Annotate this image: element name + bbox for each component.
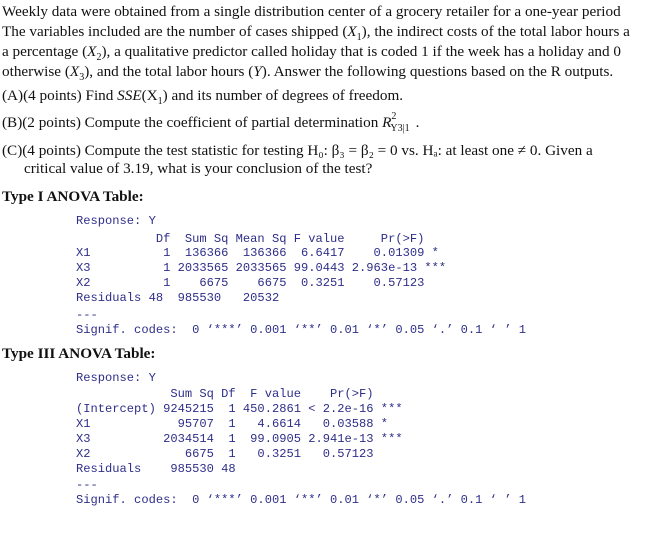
question-c-line-2: critical value of 3.19, what is your conclusion of the test? xyxy=(24,160,373,177)
intro-line-1: Weekly data were obtained from a single distribution center of a grocery retailer for a one-year period xyxy=(2,3,621,20)
type3-signif-codes: Signif. codes: 0 ‘***’ 0.001 ‘**’ 0.01 ‘*’ 0.05 ‘.’ 0.1 ‘ ’ 1 xyxy=(76,493,526,507)
type3-row-x2: X2 6675 1 0.3251 0.57123 xyxy=(76,447,403,461)
type3-heading: Type III ANOVA Table: xyxy=(2,345,156,362)
type3-row-x1: X1 95707 1 4.6614 0.03588 * xyxy=(76,417,403,431)
intro-line-4: otherwise $(X_3)$, and the total labor hours (Y). Answer the following questions based on the R outputs. xyxy=(2,63,614,84)
type1-signif-codes: Signif. codes: 0 ‘***’ 0.001 ‘**’ 0.01 ‘*’ 0.05 ‘.’ 0.1 ‘ ’ 1 xyxy=(76,323,526,337)
type1-header: Df Sum Sq Mean Sq F value Pr(>F) xyxy=(76,232,454,246)
type1-heading: Type I ANOVA Table: xyxy=(2,188,144,205)
type3-response: Response: Y xyxy=(76,371,156,385)
intro-line-3: a percentage $(X_2)$, a qualitative predictor called holiday that is coded 1 if the week has a holiday and 0 xyxy=(2,43,622,64)
question-b: (B)(2 points) Compute the coefficient of partial determination $R^2_{Y3|1}$ . xyxy=(2,111,420,135)
type3-row-x3: X3 2034514 1 99.0905 2.941e-13 *** xyxy=(76,432,403,446)
type3-row-intercept: (Intercept) 9245215 1 450.2861 < 2.2e-16 *** xyxy=(76,402,403,416)
question-a: (A)(4 points) Find $SSE(X_1)$ and its number of degrees of freedom. xyxy=(2,87,404,108)
type3-row-residuals: Residuals 985530 48 xyxy=(76,462,403,476)
type3-separator: --- xyxy=(76,478,98,492)
intro-line-2: The variables included are the number of cases shipped $(X_1)$, the indirect costs of the total labor hours a xyxy=(2,23,630,44)
question-c-line-1: (C)(4 points) Compute the test statistic for testing H₀: β₃ = β₂ = 0 vs. Hₐ: at least one ≠ 0. Given a xyxy=(2,142,593,159)
type1-row-x1: X1 1 136366 136366 6.6417 0.01309 * xyxy=(76,246,454,260)
type1-separator: --- xyxy=(76,308,98,322)
type1-row-x2: X2 1 6675 6675 0.3251 0.57123 xyxy=(76,276,454,290)
type3-header: Sum Sq Df F value Pr(>F) xyxy=(76,387,403,401)
type1-row-residuals: Residuals 48 985530 20532 xyxy=(76,291,439,305)
type1-row-x3: X3 1 2033565 2033565 99.0443 2.963e-13 *** xyxy=(76,261,447,275)
type1-response: Response: Y xyxy=(76,214,156,228)
